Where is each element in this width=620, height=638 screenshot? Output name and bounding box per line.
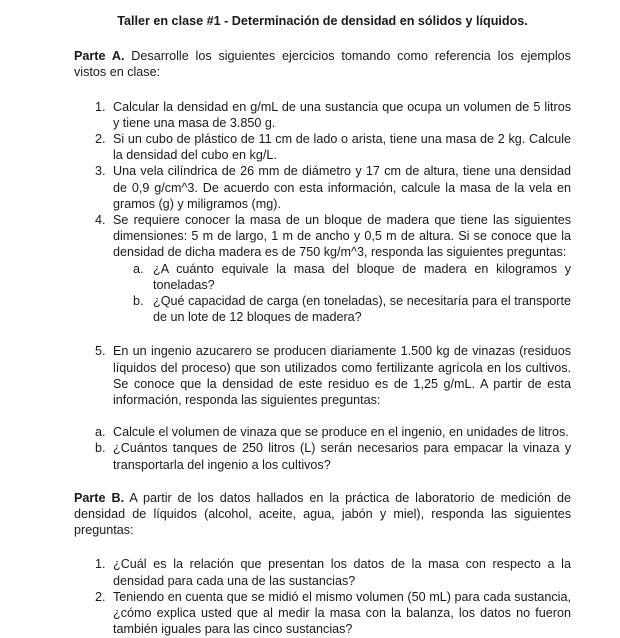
parte-a-list bbox=[74, 99, 571, 473]
list-item-number: 2. bbox=[95, 589, 106, 604]
sub-list-item bbox=[74, 440, 571, 472]
parte-a-label: Parte A. bbox=[74, 49, 125, 64]
list-item bbox=[74, 589, 571, 638]
list-item-text: Calcular la densidad en g/mL de una sustancia que ocupa un volumen de 5 litros y tiene una masa de 3.850 g. bbox=[113, 99, 571, 130]
list-item bbox=[74, 556, 571, 588]
parte-a-intro bbox=[74, 48, 571, 80]
sub-list-item bbox=[74, 424, 571, 440]
list-item-number: 1. bbox=[95, 557, 106, 572]
list-item-text: En un ingenio azucarero se producen diariamente 1.500 kg de vinazas (residuos líquidos del proceso) que son utilizados como fertilizante agrícola en los cultivos. Se conoce que la densidad de este residuo es de 1,25 g/mL. A partir de esta información, responda las siguientes preguntas: bbox=[113, 344, 571, 408]
list-item bbox=[74, 343, 571, 408]
parte-b-intro-text: A partir de los datos hallados en la práctica de laboratorio de medición de densidad de líquidos (alcohol, aceite, agua, jabón y miel), responda las siguientes preguntas: bbox=[74, 490, 571, 538]
list-item bbox=[74, 131, 571, 163]
sub-list-item-text: ¿A cuánto equivale la masa del bloque de madera en kilogramos y toneladas? bbox=[153, 261, 571, 292]
list-item-text: Una vela cilíndrica de 26 mm de diámetro y 17 cm de altura, tiene una densidad de 0,9 g/cm^3. De acuerdo con esta información, calcule la masa de la vela en gramos (g) y miligramos (mg). bbox=[113, 164, 571, 211]
sub-list-item-text: Calcule el volumen de vinaza que se produce en el ingenio, en unidades de litros. bbox=[113, 425, 569, 440]
sub-list-item-text: ¿Qué capacidad de carga (en toneladas), se necesitaría para el transporte de un lote de 12 bloques de madera? bbox=[153, 294, 571, 325]
list-item-text: ¿Cuál es la relación que presentan los datos de la masa con respecto a la densidad para cada una de las sustancias? bbox=[113, 557, 571, 588]
list-item-text: Se requiere conocer la masa de un bloque de madera que tiene las siguientes dimensiones: 5 m de largo, 1 m de ancho y 0,5 m de altura. Si se conoce que la densidad de dicha madera es de 750 kg/m^3, responda las siguientes preguntas: bbox=[113, 213, 571, 260]
list-item-number: 3. bbox=[95, 164, 106, 179]
parte-a-intro-text: Desarrolle los siguientes ejercicios tomando como referencia los ejemplos vistos en clase: bbox=[74, 49, 571, 80]
list-item-number: 1. bbox=[95, 99, 106, 114]
list-item-number: 5. bbox=[95, 344, 106, 359]
list-item-text: Si un cubo de plástico de 11 cm de lado o arista, tiene una masa de 2 kg. Calcule la densidad del cubo en kg/L. bbox=[113, 132, 571, 163]
list-item bbox=[74, 212, 571, 261]
parte-b-label: Parte B. bbox=[74, 490, 125, 505]
sub-list-item bbox=[74, 261, 571, 293]
sub-list-item-text: ¿Cuántos tanques de 250 litros (L) serán necesarios para empacar la vinaza y transportarla del ingenio a los cultivos? bbox=[113, 441, 571, 472]
sub-list-item bbox=[74, 293, 571, 325]
parte-b-list bbox=[74, 556, 571, 637]
sub-list-item-letter: b. bbox=[133, 294, 144, 309]
parte-b-intro bbox=[74, 490, 571, 539]
document-title: Taller en clase #1 - Determinación de densidad en sólidos y líquidos. bbox=[117, 14, 528, 28]
list-item-number: 4. bbox=[95, 213, 106, 228]
list-item-text: Teniendo en cuenta que se midió el mismo volumen (50 mL) para cada sustancia, ¿cómo explica usted que al medir la masa con la balanza, los datos no fueron también iguales para las cinco sustancias? bbox=[113, 589, 571, 637]
sub-list-item-letter: b. bbox=[95, 441, 106, 456]
list-item bbox=[74, 99, 571, 131]
list-item bbox=[74, 163, 571, 212]
sub-list-item-letter: a. bbox=[95, 425, 106, 440]
list-item-number: 2. bbox=[95, 132, 106, 147]
sub-list-item-letter: a. bbox=[133, 261, 144, 276]
